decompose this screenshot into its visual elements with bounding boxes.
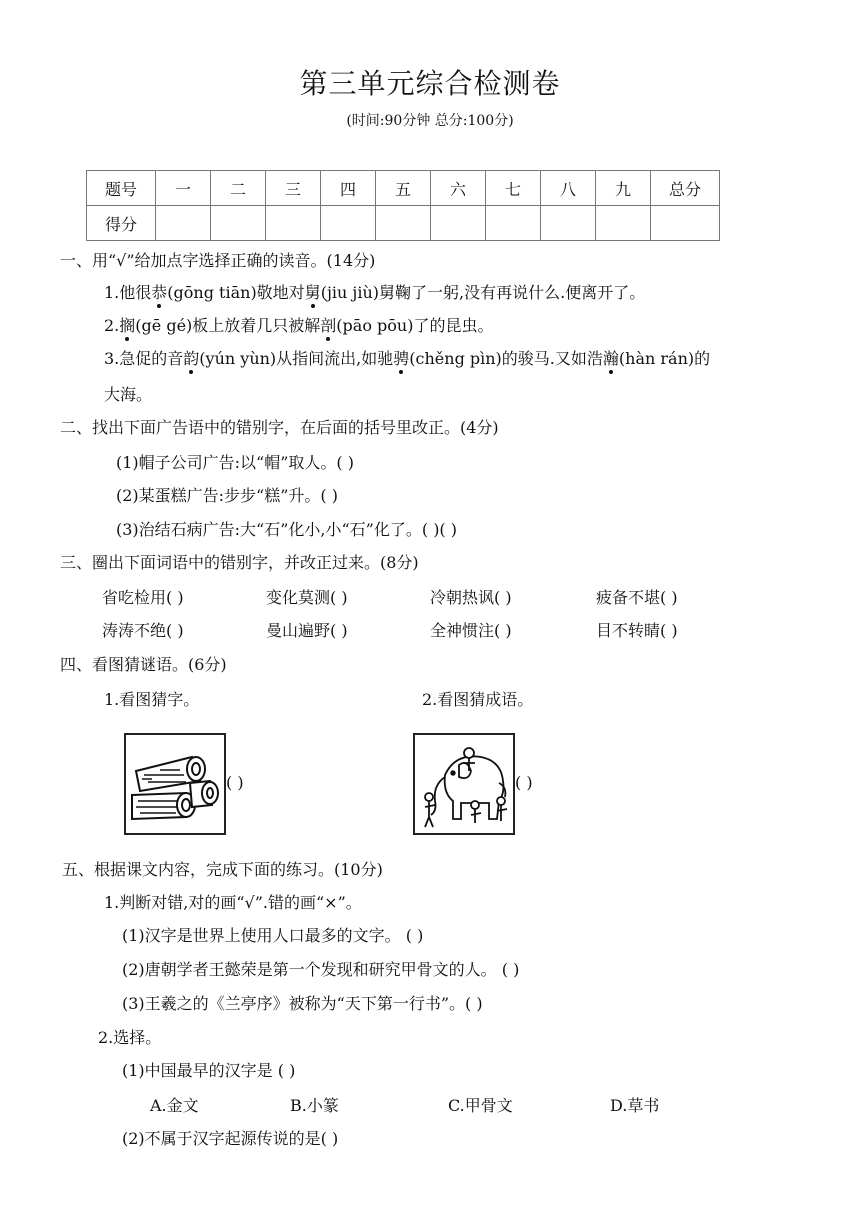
table-row xyxy=(87,206,720,241)
score-input-cell[interactable] xyxy=(431,206,486,241)
text: (yún yùn)从指间流出,如驰 xyxy=(199,349,394,368)
score-input-cell[interactable] xyxy=(486,206,541,241)
text: (hàn rán)的 xyxy=(618,349,711,368)
table-cell: 五 xyxy=(376,171,431,206)
question-2-3: (3)治结石病广告:大“石”化小,小“石”化了。( )( ) xyxy=(116,520,458,539)
word-item: 目不转睛( ) xyxy=(596,621,678,640)
table-cell: 八 xyxy=(541,171,596,206)
judge-item: (3)王羲之的《兰亭序》被称为“天下第一行书”。( ) xyxy=(122,994,483,1013)
option-c[interactable]: C.甲骨文 xyxy=(448,1096,513,1115)
dotted-char: 恭 xyxy=(151,283,168,302)
word-item: 涛涛不绝( ) xyxy=(102,621,184,640)
score-input-cell[interactable] xyxy=(321,206,376,241)
answer-blank-1[interactable]: ( ) xyxy=(226,773,244,792)
table-cell: 三 xyxy=(266,171,321,206)
answer-blank-2[interactable]: ( ) xyxy=(515,773,533,792)
table-cell: 得分 xyxy=(87,206,156,241)
section-1-heading: 一、用“√”给加点字选择正确的读音。(14分) xyxy=(60,251,376,270)
dotted-char: 剖 xyxy=(320,316,337,335)
table-cell: 九 xyxy=(596,171,651,206)
word-item: 省吃检用( ) xyxy=(102,588,184,607)
blind-men-elephant-illustration xyxy=(415,735,513,833)
word-item: 冷朝热讽( ) xyxy=(430,588,512,607)
section-4-heading: 四、看图猜谜语。(6分) xyxy=(60,655,227,674)
text: (chěng pìn)的骏马.又如浩 xyxy=(409,349,603,368)
question-2-1: (1)帽子公司广告:以“帽”取人。( ) xyxy=(116,453,354,472)
score-table xyxy=(86,170,720,241)
word-item: 曼山遍野( ) xyxy=(266,621,348,640)
text: 3.急促的音 xyxy=(104,349,184,368)
question-1-3-continued: 大海。 xyxy=(104,385,153,404)
score-input-cell[interactable] xyxy=(596,206,651,241)
score-input-cell[interactable] xyxy=(156,206,211,241)
logs-illustration xyxy=(126,735,224,833)
word-item: 全神惯注( ) xyxy=(430,621,512,640)
dotted-char: 骋 xyxy=(393,349,410,368)
dotted-char: 韵 xyxy=(183,349,200,368)
question-5-1: 1.判断对错,对的画“√”.错的画“×”。 xyxy=(104,893,362,912)
question-4-1: 1.看图猜字。 xyxy=(104,690,200,709)
word-item: 疲备不堪( ) xyxy=(596,588,678,607)
table-cell: 四 xyxy=(321,171,376,206)
table-cell: 六 xyxy=(431,171,486,206)
logs-picture xyxy=(124,733,226,835)
table-cell: 一 xyxy=(156,171,211,206)
dotted-char: 舅 xyxy=(304,283,321,302)
option-a[interactable]: A.金文 xyxy=(150,1096,199,1115)
section-2-heading: 二、找出下面广告语中的错别字，在后面的括号里改正。(4分) xyxy=(60,418,499,437)
question-4-2: 2.看图猜成语。 xyxy=(422,690,534,709)
table-row xyxy=(87,171,720,206)
question-1-3 xyxy=(104,349,710,369)
text: 2. xyxy=(104,316,120,335)
section-3-heading: 三、圈出下面词语中的错别字，并改正过来。(8分) xyxy=(60,553,419,572)
score-input-cell[interactable] xyxy=(541,206,596,241)
question-1-2 xyxy=(104,316,493,336)
section-5-heading: 五、根据课文内容，完成下面的练习。(10分) xyxy=(62,860,383,879)
elephant-picture xyxy=(413,733,515,835)
option-b[interactable]: B.小篆 xyxy=(290,1096,339,1115)
table-cell: 七 xyxy=(486,171,541,206)
choice-question-1: (1)中国最早的汉字是 ( ) xyxy=(122,1061,296,1080)
dotted-char: 瀚 xyxy=(602,349,619,368)
dotted-char: 搁 xyxy=(119,316,136,335)
score-input-cell[interactable] xyxy=(266,206,321,241)
table-cell: 题号 xyxy=(87,171,156,206)
text: (gē gé)板上放着几只被解 xyxy=(135,316,321,335)
choice-question-2: (2)不属于汉字起源传说的是( ) xyxy=(122,1129,339,1148)
score-input-cell[interactable] xyxy=(651,206,720,241)
question-5-2: 2.选择。 xyxy=(98,1028,162,1047)
judge-item: (2)唐朝学者王懿荣是第一个发现和研究甲骨文的人。 ( ) xyxy=(122,960,520,979)
word-item: 变化莫测( ) xyxy=(266,588,348,607)
score-input-cell[interactable] xyxy=(211,206,266,241)
text: (pāo pōu)了的昆虫。 xyxy=(336,316,494,335)
page-title: 第三单元综合检测卷 xyxy=(299,67,561,100)
text: 1.他很 xyxy=(104,283,152,302)
judge-item: (1)汉字是世界上使用人口最多的文字。 ( ) xyxy=(122,926,424,945)
table-cell: 总分 xyxy=(651,171,720,206)
text: (gōng tiān)敬地对 xyxy=(167,283,305,302)
question-1-1 xyxy=(104,283,645,303)
option-d[interactable]: D.草书 xyxy=(610,1096,660,1115)
exam-info: (时间:90分钟 总分:100分) xyxy=(346,113,514,129)
score-input-cell[interactable] xyxy=(376,206,431,241)
question-2-2: (2)某蛋糕广告:步步“糕”升。( ) xyxy=(116,486,338,505)
text: (jiu jiù)舅鞠了一躬,没有再说什么.便离开了。 xyxy=(320,283,646,302)
table-cell: 二 xyxy=(211,171,266,206)
